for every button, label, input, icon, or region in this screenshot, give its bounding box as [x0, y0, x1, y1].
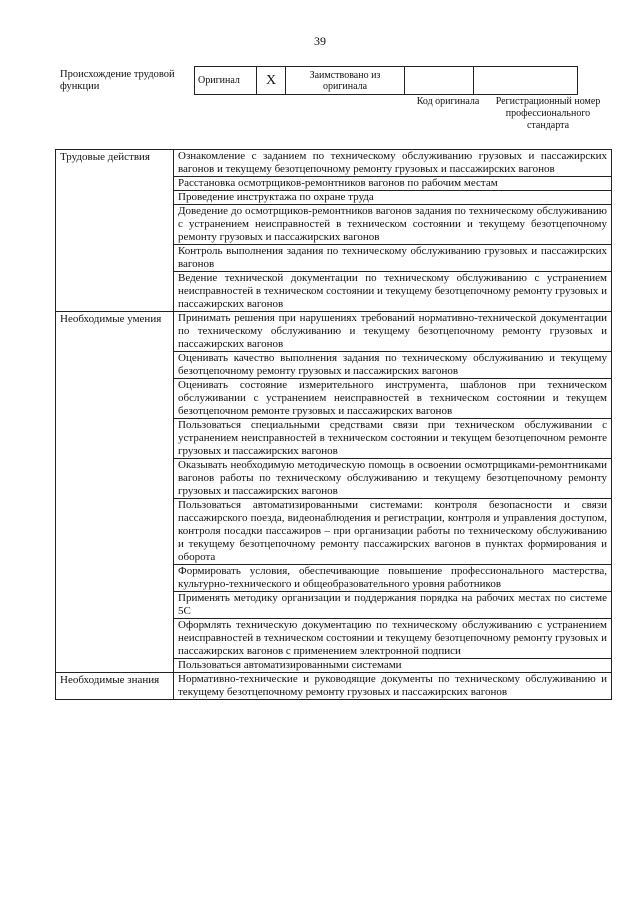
item-description: Оценивать качество выполнения задания по техническому обслуживанию и текущему безотцепочному ремонту грузовых и пассажирских вагонов: [174, 352, 612, 379]
section-label-required-skills: Необходимые умения: [56, 312, 174, 673]
functions-table: [55, 149, 612, 700]
original-mark: X: [257, 67, 286, 95]
original-cell: [195, 67, 257, 95]
section-label-required-knowledge: Необходимые знания: [56, 673, 174, 700]
table-row: [56, 150, 612, 177]
registration-cell: [474, 67, 578, 95]
code-cell: [405, 67, 474, 95]
item-description: Ведение технической документации по техническому обслуживанию с устранением неисправностей в техническом состоянии и текущему безотцепочному ремонту грузовых и пассажирских вагонов: [174, 272, 612, 312]
table-row: [56, 673, 612, 700]
table-row: [56, 312, 612, 352]
section-label-labor-actions: Трудовые действия: [56, 150, 174, 312]
item-description: Проведение инструктажа по охране труда: [174, 191, 612, 205]
item-description: Оформлять техническую документацию по техническому обслуживанию с устранением неисправностей в техническом состоянии и текущему безотцепочному ремонту грузовых и пассажирских вагонов с применением электронной подписи: [174, 619, 612, 659]
item-description: Оказывать необходимую методическую помощь в освоении осмотрщиками-ремонтниками вагонов работы по техническому обслуживанию и текущему безотцепочному ремонту грузовых и пассажирских вагонов: [174, 459, 612, 499]
origin-label: Происхождение трудовой функции: [60, 69, 175, 92]
item-description: Формировать условия, обеспечивающие повышение профессионального мастерства, культурно-технического и общеобразовательного уровня работников: [174, 565, 612, 592]
page-number: 39: [314, 34, 326, 48]
functions-table-body: [56, 150, 612, 700]
item-description: Пользоваться автоматизированными системами: [174, 659, 612, 673]
item-description: Контроль выполнения задания по техническому обслуживанию грузовых и пассажирских вагонов: [174, 245, 612, 272]
item-description: Ознакомление с заданием по техническому обслуживанию грузовых и пассажирских вагонов и текущему безотцепочному ремонту грузовых и пассажирских вагонов: [174, 150, 612, 177]
item-description: Пользоваться автоматизированными системами: контроля безопасности и связи пассажирского поезда, видеонаблюдения и регистрации, контроля и управления доступом, контроля посадки пассажиров – при организации работы по техническому обслуживанию и текущему безотцепочному ремонту пассажирских вагонов в пунктах формирования и оборота: [174, 499, 612, 565]
item-description: Пользоваться специальными средствами связи при техническом обслуживании с устранением неисправностей в техническом состоянии и текущем безотцепочном ремонте грузовых и пассажирских вагонов: [174, 419, 612, 459]
origin-table: [194, 66, 578, 95]
item-description: Принимать решения при нарушениях требований нормативно-технической документации по техническому обслуживанию и текущему безотцепочному ремонту грузовых и пассажирских вагонов: [174, 312, 612, 352]
original-label: Оригинал: [198, 75, 240, 87]
registration-caption: Регистрационный номер профессионального стандарта: [495, 96, 601, 131]
item-description: Доведение до осмотрщиков-ремонтников вагонов задания по техническому обслуживанию с устранением неисправностей в техническом состоянии и текущему безотцепочному ремонту грузовых и пассажирских вагонов: [174, 205, 612, 245]
item-description: Оценивать состояние измерительного инструмента, шаблонов при техническом обслуживании с устранением неисправностей в техническом состоянии и текущем безотцепочном ремонте грузовых и пассажирских вагонов: [174, 379, 612, 419]
item-description: Нормативно-технические и руководящие документы по техническому обслуживанию и текущему безотцепочному ремонту грузовых и пассажирских вагонов: [174, 673, 612, 700]
code-caption: Код оригинала: [416, 96, 480, 107]
borrowed-label: Заимствовано из оригинала: [286, 67, 405, 95]
item-description: Расстановка осмотрщиков-ремонтников вагонов по рабочим местам: [174, 177, 612, 191]
item-description: Применять методику организации и поддержания порядка на рабочих местах по системе 5С: [174, 592, 612, 619]
